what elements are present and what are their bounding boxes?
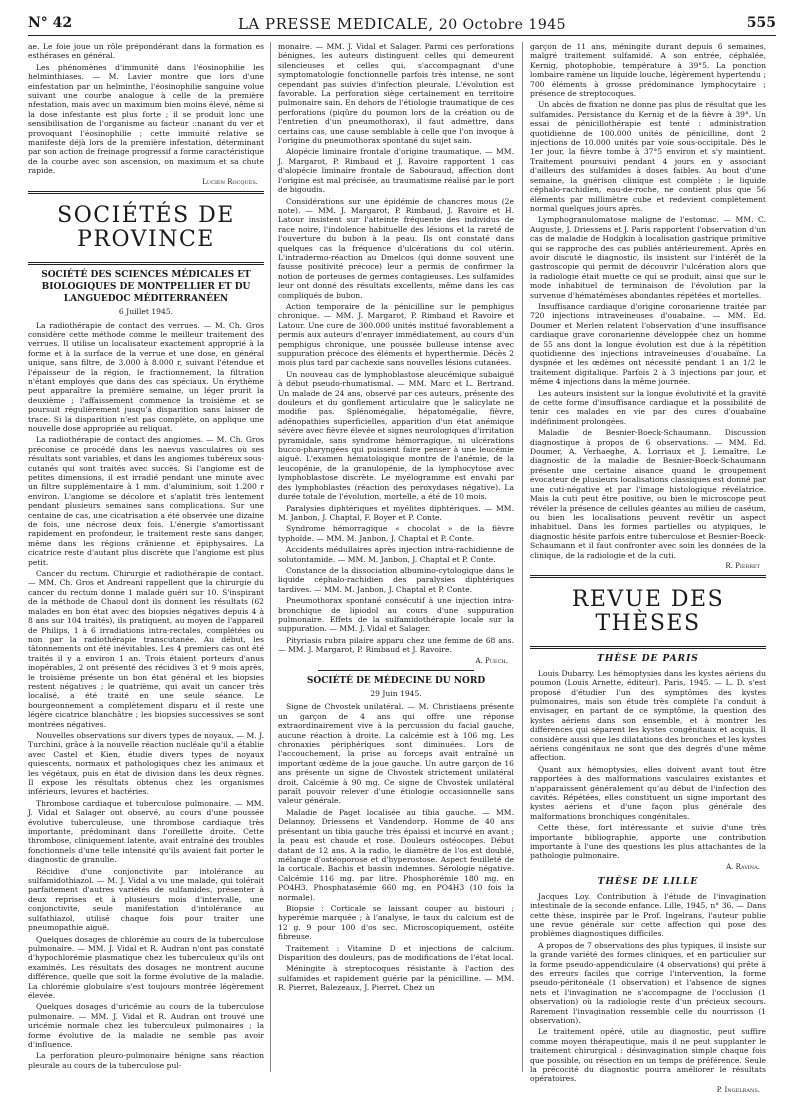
paragraph: Biopsie : Corticale se laissant couper au bistouri ; hyperémie marquée ; à l'analyse, le taux du calcium est de 12 g. 9 pour 100 d'os sec. Microscopiquement, ostéite fibreuse. bbox=[278, 903, 514, 942]
paragraph: Un abcès de fixation ne donne pas plus de résultat que les sulfamides. Persistance du Kernig et de la fièvre à 39°. Un essai de pénicillothérapie est tenté : administration quotidienne de 100.000 unités de pénicilline, dont 2 injections de 10.000 unités par voie sous-occipitale. Dès le 1er jour, la fièvre tombe à 37°5 environ et s'y maintient. Traitement poursuivi pendant 4 jours en y associant d'ailleurs des sulfamides à doses faibles. Au bout d'une semaine, la guérison clinique est complète ; le liquide céphalo-rachidien, eau-de-roche, ne contient plus que 56 éléments par millimètre cube et redevient complètement normal quelques jours après. bbox=[530, 100, 766, 213]
thesis-subheading: THÈSE DE LILLE bbox=[597, 877, 699, 888]
paragraph: Pityriasis rubra pilaire apparu chez une femme de 68 ans. — MM. J. Margarot, P. Rimbaud et J. Ravoire. bbox=[278, 635, 514, 655]
signature: A. Ravina. bbox=[726, 862, 760, 871]
paragraph: Lymphogranulomatose maligne de l'estomac. — MM. C. Auguste, J. Driessens et J. Paris rapportent l'observation d'un cas de maladie de Hodgkin à localisation gastrique primitive qui se rapproche des cas publiés antérieurement. Après en avoir discuté le diagnostic, ils insistent sur l'intérêt de la gastroscopie qui permit de découvrir l'ulcération alors que la radiologie était muette ce qui se produit, ainsi que sur le mode inhabituel de terminaison de l'évolution par la survenue d'hématémèses abondantes répétées et mortelles. bbox=[530, 215, 766, 300]
paragraph: Jacques Loy. Contribution à l'étude de l'invagination intestinale de la seconde enfance. Lille, 1945, n° 36. — Dans cette thèse, inspirée par le Prof. Ingelrans, l'auteur publie une revue générale sur cette affection qui pose des problèmes diagnostiques difficiles. bbox=[530, 891, 766, 939]
section-divider bbox=[28, 262, 264, 265]
paragraph: Les auteurs insistent sur la longue évolutivité et la gravité de cette forme d'insuffisance cardiaque et la possibilité de tenir ces malades en vie par des cures d'ouabaïne indéfiniment prolongées. bbox=[530, 388, 766, 426]
society-heading: SOCIÉTÉ DE MÉDECINE DU NORD bbox=[306, 676, 486, 686]
paragraph: Nouvelles observations sur divers types de noyaux. — M. J. Turchini, grâce à la nouvelle réaction nucléale qu'il a établie avec Castel et Kien, étudie divers types de noyaux quiescents, normaux et pathologiques chez les animaux et les végétaux, puis en état de division dans les deux règnes. Il expose les résultats obtenus chez les organismes inférieurs, levures et bactéries. bbox=[28, 730, 264, 797]
paragraph: Traitement : Vitamine D et injections de calcium. Disparition des douleurs, pas de modifications de l'état local. bbox=[278, 943, 514, 962]
paragraph: Récidive d'une conjonctivite par intolérance au sulfamidothiazol. — M. J. Vidal a vu une malade, qui tolérait parfaitement d'autres variétés de sulfamides, présenter à deux reprises et à plusieurs mois d'intervalle, une conjonctivite, seule manifestation d'intolérance au sulfathiazol, utilisé chaque fois pour traiter une pneumopathie aiguë. bbox=[28, 866, 264, 933]
signature: R. Pierret bbox=[725, 561, 760, 570]
paragraph: Quelques dosages de chlorémie au cours de la tuberculose pulmonaire. — MM. J. Vidal et R. Audran n'ont pas constaté d'hypochlorémie plasmatique chez les tuberculeux qu'ils ont examinés. Les résultats des dosages ne montrent aucune différence, quelle que soit la forme évolutive de la maladie. La chlorémie globulaire s'est toujours montrée légèrement élevée. bbox=[28, 934, 264, 1000]
paragraph: Un nouveau cas de lymphoblastose aleucémique subaiguë à début pseudo-rhumatismal. — MM. Marc et L. Bertrand. Un malade de 24 ans, observé par ces auteurs, présente des douleurs et du gonflement articulaire que le salicylate ne modifie pas. Splénomégalie, hépatomégalie, fièvre, adénopathies superficielles, apparition d'un état anémique sévère avec fièvre élevée et signes neurologiques d'irritation pyramidale, sans syndrome hémorragique, ni ulcérations bucco-pharyngées qui puissent faire penser à une leucémie aiguë. L'examen hématologique montre de l'anémie, de la leucopénie, de la granulopénie, de la lymphocytose avec lymphoblastose discrète. Le myélogramme est envahi par des lymphoblastes (réaction des peroxydases négative). La durée totale de l'évolution, mortelle, a été de 10 mois. bbox=[278, 369, 514, 502]
paragraph: La radiothérapie de contact des verrues. — M. Ch. Gros considère cette méthode comme le meilleur traitement des verrues. Il utilise un localisateur exactement approprié à la forme et à la surface de la verrue et une dose, en général unique, sans filtre, de 3.000 à 8.000 r, suivant l'étendue et l'épaisseur de la région, le fractionnement, la filtration n'étant employés que dans des cas spéciaux. Un érythème peut apparaître la première semaine, un léger prurit la deuxième ; l'affaissement commence la troisième et se poursuit régulièrement jusqu'à disparition sans laisser de trace. Si la disparition n'est pas complète, on applique une nouvelle dose appropriée au reliquat. bbox=[28, 320, 264, 433]
paragraph: Cancer du rectum. Chirurgie et radiothérapie de contact. — MM. Ch. Gros et Andreani rappellent que la chirurgie du cancer du rectum donne 1 malade guéri sur 10. S'inspirant de la méthode de Chaoul dont ils donnent les résultats (62 malades en bon état avec des biopsies négatives depuis 4 à 8 ans sur 104 traités), ils pratiquent, au moyen de l'appareil de Philips, 1 à 6 irradiations intra-rectales, complétées ou non par la radiothérapie transcutanée. Au début, les tâtonnements ont été inévitables. Les 4 premiers cas ont été traités il y a environ 1 an. Trois étaient porteurs d'anus inopérables, 2 ont présenté des récidives 3 et 9 mois après, le troisième présente un bon état général et les biopsies restent négatives ; le quatrième, qui avait un cancer très localisé, a été traité en une seule séance. Le bourgeonnement a complètement disparu et il reste une légère cicatrice blanchâtre ; les biopsies successives se sont montrées négatives. bbox=[28, 569, 264, 729]
paragraph: La radiothérapie de contact des angiomes. — M. Ch. Gros préconise ce procédé dans les naevus vasculaires où ses résultats sont variables, et dans les angiomes tubéreux sous-cutanés qui sont traités avec succès. Si l'angiome est de petites dimensions, il est irradié pendant une minute avec un filtre supplémentaire à 1 mm. d'aluminium, soit 1.200 r environ. L'angiome se décolore et s'aplatit très lentement pendant plusieurs semaines sans complications. Sur une centaine de cas, une cicatrisation a été observée une dizaine de fois, une nécrose deux fois. L'énergie s'amortissant rapidement en profondeur, le traitement reste sans danger, même dans les régions crânienne et épiphysaires. La cicatrice reste d'autant plus discrète que l'angiome est plus petit. bbox=[28, 435, 264, 567]
paragraph: La perforation pleuro-pulmonaire bénigne sans réaction pleurale au cours de la tuberculose pul- bbox=[28, 1051, 264, 1070]
paragraph: Alopécie liminaire frontale d'origine traumatique. — MM. J. Margarot, P. Rimbaud et J. Ravoire rapportent 1 cas d'alopécie liminaire frontale de Sabouraud, affection dont l'origine est mal précisée, au traumatisme réalisé par le port de bigoudis. bbox=[278, 147, 514, 195]
journal-name: LA PRESSE MEDICALE, bbox=[237, 15, 434, 33]
paragraph: Syndrome hémorragique « chocolat » de la fièvre typhoïde. — MM. M. Janbon, J. Chaptal et P. Conte. bbox=[278, 524, 514, 543]
signature: A. Puech. bbox=[475, 656, 508, 665]
paragraph: Le traitement opéré, utile au diagnostic, peut suffire comme moyen thérapeutique, mais il ne peut supplanter le traitement chirurgical : désinvagination simple chaque fois que possible, ou résection en un temps de préférence. Seule la précocité du diagnostic pourra améliorer le résultats opératoires. bbox=[530, 1027, 766, 1084]
session-date: 29 Juin 1945. bbox=[370, 689, 422, 698]
paragraph: Signe de Chvostek unilatéral. — M. Christiaens présente un garçon de 4 ans qui offre une réponse extraordinairement vive à la percussion du facial gauche, aucune réaction à droite. La calcémie est à 106 mg. Les chronaxies périphériques sont diminuées. Lors de l'accouchement, la prise au forceps avait entraîné un important œdème de la joue gauche. Un autre garçon de 16 ans présente un signe de Chvostek strictement unilatéral droit. Calcémie à 90 mg. Ce signe de Chvostek unilatéral paraît pouvoir relever d'une étiologie occasionnelle sans valeur générale. bbox=[278, 702, 514, 806]
paragraph: Quelques dosages d'uricémie au cours de la tuberculose pulmonaire. — MM. J. Vidal et R. Audran ont trouvé une uricémie normale chez les tuberculeux pulmonaires ; la forme évolutive de la maladie ne semble pas avoir d'influence. bbox=[28, 1002, 264, 1049]
page-number-right: 555 bbox=[746, 15, 776, 31]
column-2 bbox=[278, 42, 514, 1072]
column-3 bbox=[530, 42, 766, 1094]
section-divider bbox=[530, 646, 766, 649]
paragraph: Constance de la dissociation albumino-cytologique dans le liquide céphalo-rachidien des paralysies diphtériques tardives. — MM. M. Janbon, J. Chaptal et P. Conte. bbox=[278, 565, 514, 594]
paragraph: ae. Le foie joue un rôle prépondérant dans la formation es esthérases en général. bbox=[28, 42, 264, 61]
paragraph: monaire. — MM. J. Vidal et Salager. Parmi ces perforations bénignes, les auteurs distinguent celles qui demeurent silencieuses et celles qui, s'accompagnant d'une symptomatologie fonctionnelle parfois très intense, ne sont cependant pas suivies d'infection pleurale. L'évolution est favorable. La perforation siège certainement en territoire pulmonaire sain. En dehors de l'étiologie traumatique de ces perforations (piqûre du poumon lors de la création ou de l'entretien d'un pneumothorax), il faut admettre, dans certains cas, une cause semblable à celle que l'on invoque à l'origine du pneumothorax spontané du sujet sain. bbox=[278, 42, 514, 146]
paragraph: Méningite à streptocoques résistante à l'action des sulfamides et rapidement guérie par la pénicilline. — MM. R. Pierret, Balezeaux, J. Pierret. Chez un bbox=[278, 964, 514, 993]
journal-title bbox=[28, 15, 776, 33]
issue-date: 20 Octobre 1945 bbox=[438, 17, 567, 33]
signature: P. Ingelrans. bbox=[716, 1085, 760, 1094]
paragraph: Insuffisance cardiaque d'origine coronarienne traitée par 720 injections intraveineuses d'ouabaïne. — MM. Ed. Doumer et Merlen relatent l'observation d'une insuffisance cardiaque grave coronarienne développée chez un homme de 55 ans dont la longue évolution est due à la répétition quotidienne des injections intraveineuses d'ouabaïne. La dyspnée et les œdèmes ont nécessité pendant 1 an 1/2 le traitement digitalique. Parfois 2 à 3 injections par jour, et même 4 injections dans la même journée. bbox=[530, 301, 766, 387]
page-header bbox=[28, 15, 776, 36]
column-1 bbox=[28, 42, 264, 1072]
paragraph: Maladie de Besnier-Boeck-Schaumann. Discussion diagnostique à propos de 6 observations. — MM. Ed. Doumer, A. Verhaeghe, A. Lorriaux et J. Lemaître. Le diagnostic de la maladie de Besnier-Boeck-Schaumann présente une certaine aisance quand le groupement évocateur de plusieurs localisations classiques est donné par une cuti-négative et par l'image histologique révélatrice. Mais la cuti peut être positive, ou bien le microscope peut révéler la présence de cellules géantes au milieu de caséum, ou bien les localisations peuvent revêtir un aspect inhabituel. Dans les formes partielles ou atypiques, le diagnostic hésite parfois entre tuberculose et Besnier-Boeck-Schaumann et il faut confronter avec soin les données de la clinique, de la radiologie et de la cuti. bbox=[530, 428, 766, 560]
paragraph: Action temporaire de la pénicilline sur le pemphigus chronique. — MM. J. Margarot, P. Rimbaud et Ravoire et Latour. Une cure de 300.000 unités institué favorablement a permis aux auteurs d'enrayer immédiatement, au cours d'un pemphigus chronique, une poussée bulleuse intense avec suppuration précoce des éléments et hyperthermie. Décès 2 mois plus tard par cachexie sans nouvelles lésions cutanées. bbox=[278, 301, 514, 368]
paragraph: garçon de 11 ans, méningite durant depuis 6 semaines, malgré traitement sulfamidé. A son entrée, céphalée, Kernig, photophobie, température à 39°5. La ponction lombaire ramène un liquide louche, légèrement hypertendu ; 700 éléments à grosse prédominance lymphocytaire ; présence de streptocoques. bbox=[530, 42, 766, 99]
section-divider bbox=[28, 191, 264, 194]
column-divider bbox=[270, 42, 271, 1072]
society-heading: SOCIÉTÉ DES SCIENCES MÉDICALES ET BIOLOGIQUES DE MONTPELLIER ET DU LANGUEDOC MÉDITERRANÉEN bbox=[41, 270, 251, 305]
paragraph: Louis Dubarry. Les hémoptysies dans les kystes aériens du poumon (Louis Arnette, éditeur). Paris, 1945. — L. D. s'est proposé d'étudier l'un des symptômes des kystes pulmonaires, mais son étude très complète l'a conduit à envisager, en partant de ce symptôme, la question des kystes aériens dans son ensemble, et à montrer les différences qui séparent les kystes congénitaux et acquis. Il considère aussi que les dilatations des bronches et les kystes aériens congénitaux ne sont que des degrés d'une même affection. bbox=[530, 668, 766, 763]
paragraph: Cette thèse, fort intéressante et suivie d'une très importante bibliographie, apporte une contribution importante à l'une des questions les plus attachantes de la pathologie pulmonaire. bbox=[530, 823, 766, 861]
paragraph: Accidents médullaires après injection intra-rachidienne de solutontamide. — MM. M. Janbon, J. Chaptal et P. Conte. bbox=[278, 545, 514, 564]
divider bbox=[318, 670, 474, 671]
paragraph: Pneumothorax spontané consécutif à une injection intra-bronchique de lipiodol au cours d'une suppuration pulmonaire. Effets de la sulfamidothérapie locale sur la suppuration. — MM. J. Vidal et Salager. bbox=[278, 596, 514, 634]
paragraph: Considérations sur une épidémie de chancres mous (2e note). — MM. J. Margarot, P. Rimbaud, J. Ravoire et H. Latour insistent sur l'atteinte fréquente des individus de race noire, l'indolence habituelle des lésions et la rareté de l'ouverture du bubon à la peau. Ils ont constaté dans quelques cas la fréquence d'ulcérations du col utérin. L'intradermo-réaction au Dmelcos (qui donne souvent une fausse positivité précoce) leur a permis de confirmer la notion de porteuses de germes contagieuses. Les sulfamides leur ont donné des résultats excellents, même dans les cas compliqués de bubon. bbox=[278, 196, 514, 300]
session-date: 6 Juillet 1945. bbox=[118, 307, 174, 317]
paragraph: Les phénomènes d'immunité dans l'éosinophilie les helminthiases. — M. Lavier montre que lors d'une einfestation par un helminthe, l'éosinophilie sanguine volue suivant une courbe analogue à celle de la première nfestation, mais avec un maximum bien moins élevé, nême si la dose infestante est plus forte ; il se produit lonc une sensibilisation de l'organisme au facteur ::nanant du ver et provoquant l'éosinophilie ; cette immuité relative se manifeste déjà lors de la première infestation, déterminant par son action de freinage progressif a forme caractéristique de la courbe avec son ascension, on maximum et sa chute rapide. bbox=[28, 62, 264, 176]
section-title: SOCIÉTÉS DE PROVINCE bbox=[57, 203, 235, 253]
section-divider bbox=[530, 575, 766, 578]
paragraph: Thrombose cardiaque et tuberculose pulmonaire. — MM. J. Vidal et Salager ont observé, au cours d'une poussée évolutive tuberculeuse, une thrombose cardiaque très importante, prédominant dans l'oreillette droite. Cette thrombose, cliniquement latente, avait entraîné des troubles fonctionnels d'une telle intensité qu'ils avaient fait porter le diagnostic de granulie. bbox=[28, 798, 264, 865]
paragraph: Paralysies diphtériques et myélites diphtériques. — MM. M. Janbon, J. Chaptal, F. Boyer et P. Conte. bbox=[278, 503, 514, 522]
paragraph: Quant aux hémoptysies, elles doivent avant tout être rapportées à des malformations vasculaires existantes et n'apparaissent généralement qu'au début de l'infection des cavités. Répétées, elles constituent un signe important des kystes aériens et d'une façon plus générale des malformations bronchiques congénitales. bbox=[530, 764, 766, 821]
section-title: REVUE DES THÈSES bbox=[571, 587, 725, 637]
paragraph: A propos de 7 observations des plus typiques, il insiste sur la grande variété des formes cliniques, et en particulier sur la forme pseudo-appendiculaire (4 observations) qui prête à des erreurs faciles que corrige l'intervention, la forme pseudo-péritonéale (1 observation) et l'absence de signes nets et l'invagination ne s'accompagne de l'occlusion (1 observation) où la radiologie reste d'un précieux secours. Rarement l'invagination ressemble celle du nourrisson (1 observation). bbox=[530, 940, 766, 1025]
page-number: N° 42 bbox=[28, 15, 73, 31]
thesis-subheading: THÈSE DE PARIS bbox=[597, 654, 699, 665]
paragraph: Maladie de Paget localisée au tibia gauche. — MM. Delannoy, Driessens et Vandendorp. Homme de 40 ans présentant un tibia gauche très épaissi et incurvé en avant ; la peau est chaude et rose. Douleurs ostéocopes. Début datant de 12 ans. A la radio, le diamètre de l'os est doublé, mélange d'ostéoporose et d'hyperostose. Aspect feuilleté de la corticale. Bachis et bassin indemnes. Sérologie négative. Calcémie 116 mg. par litre. Phosphorémie 180 mg. en PO4H3. Phosphatasémie 660 mg. en PO4H3 (10 fois la normale). bbox=[278, 807, 514, 902]
column-divider bbox=[522, 42, 523, 1072]
signature: Lucien Rocqués. bbox=[202, 177, 258, 186]
